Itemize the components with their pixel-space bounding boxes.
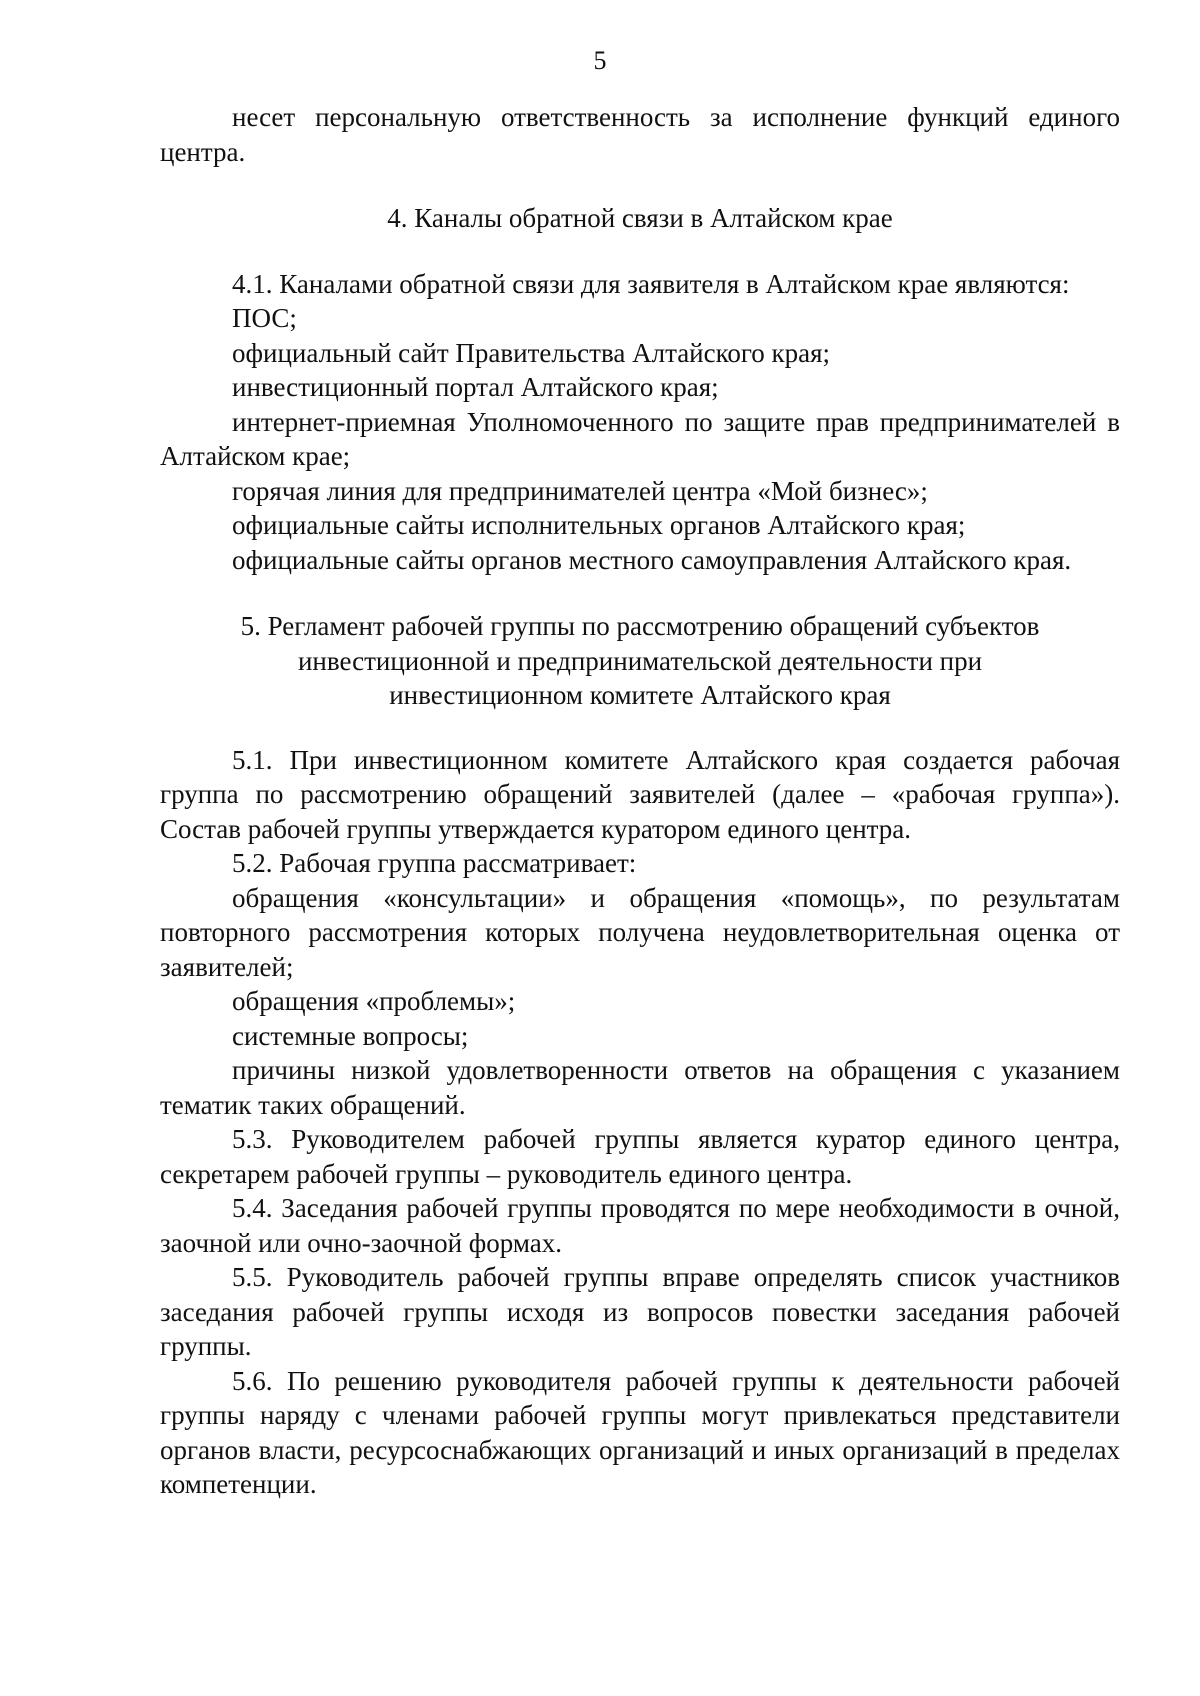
paragraph-4-1: 4.1. Каналами обратной связи для заявителя в Алтайском крае являются: [232, 268, 1070, 299]
intro-paragraph: несет персональную ответственность за исполнение функций единого центра. [160, 102, 1120, 167]
paragraph-5-3: 5.3. Руководителем рабочей группы является куратор единого центра, секретарем рабочей группы – руководитель единого центра. [160, 1124, 1120, 1189]
paragraph-5-5: 5.5. Руководитель рабочей группы вправе определять список участников заседания рабочей группы исходя из вопросов повестки заседания рабочей группы. [160, 1262, 1120, 1361]
channel-item: горячая линия для предпринимателей центра «Мой бизнес»; [232, 475, 928, 506]
channel-item: инвестиционный портал Алтайского края; [232, 372, 719, 402]
review-item: причины низкой удовлетворенности ответов на обращения с указанием тематик таких обращений. [160, 1055, 1120, 1120]
section-5-heading: 5. Регламент рабочей группы по рассмотрению обращений субъектов инвестиционной и предпринимательской деятельности при инвестиционном комитете Алтайского края [240, 611, 1040, 710]
channel-item: официальные сайты органов местного самоуправления Алтайского края. [232, 544, 1072, 575]
page-number: 5 [593, 46, 607, 75]
channel-item: официальные сайты исполнительных органов Алтайского края; [232, 510, 966, 540]
review-item: обращения «проблемы»; [232, 986, 516, 1016]
channel-item: официальный сайт Правительства Алтайского края; [232, 337, 831, 368]
channel-item: ПОС; [232, 303, 297, 333]
section-4-heading: 4. Каналы обратной связи в Алтайском крае [387, 203, 893, 233]
paragraph-5-2: 5.2. Рабочая группа рассматривает: [232, 848, 637, 878]
review-item: обращения «консультации» и обращения «помощь», по результатам повторного рассмотрения которых получена неудовлетворительная оценка от заявителей; [160, 882, 1120, 982]
paragraph-5-6: 5.6. По решению руководителя рабочей группы к деятельности рабочей группы наряду с членами рабочей группы могут привлекаться представители органов власти, ресурсоснабжающих организаций и иных организаций в пределах компетенции. [160, 1365, 1120, 1499]
paragraph-5-4: 5.4. Заседания рабочей группы проводятся по мере необходимости в очной, заочной или очно-заочной формах. [160, 1193, 1120, 1258]
document-body [160, 100, 1120, 1502]
paragraph-5-1: 5.1. При инвестиционном комитете Алтайского края создается рабочая группа по рассмотрению обращений заявителей (далее – «рабочая группа»). Состав рабочей группы утверждается куратором единого центра. [160, 744, 1120, 844]
review-item: системные вопросы; [232, 1020, 469, 1051]
channel-item: интернет-приемная Уполномоченного по защите прав предпринимателей в Алтайском крае; [160, 406, 1120, 471]
